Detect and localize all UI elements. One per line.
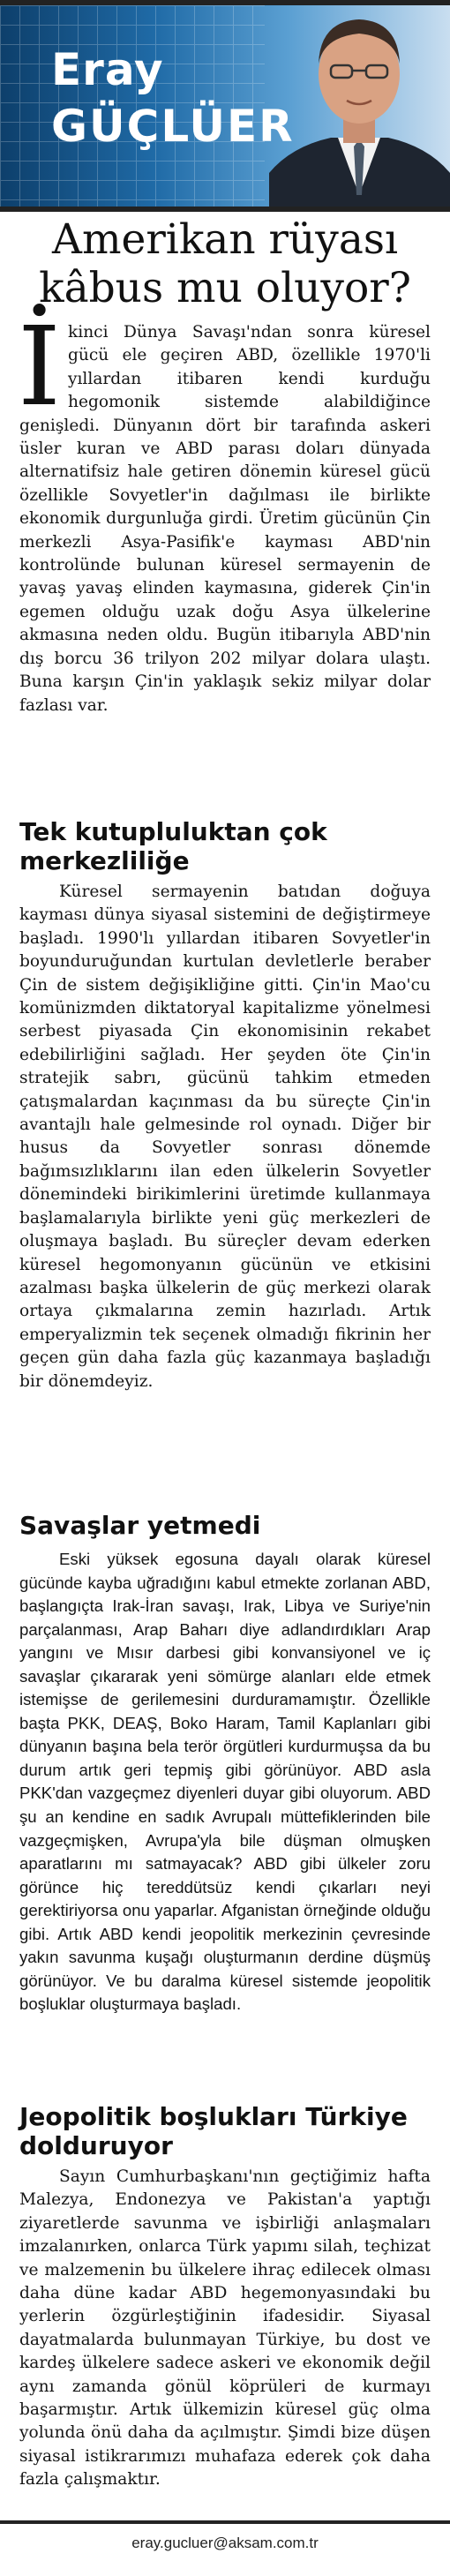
author-first-name: Eray bbox=[51, 44, 164, 95]
drop-cap: İ bbox=[18, 304, 61, 431]
author-portrait bbox=[269, 5, 450, 207]
section-3-text: Sayın Cumhurbaşkanı'nın geçtiğimiz hafta Malezya, Endonezya ve Pakistan'a yaptığı ziyaretlerde savunma ve işbirliği anlaşmaları imzalanırken, onlarca Türk yapımı silah, teçhizat ve malzemenin bu ülkelere ihraç edilecek olması daha düne kadar ABD hegemonyasındaki bu yerlerin özgürleştiğinin ifadesidir. Siyasal dayatmalarda bulunmayan Türkiye, bu dost ve kardeş ülkelere sadece askeri ve ekonomik değil aynı zamanda gönül köprüleri de kurmayı başarmıştır. Artık ülkemizin küresel güç olma yolunda önü daha da açılmıştır. Şimdi bize düşen siyasal istikrarımızı muhafaza ederek çok daha fazla çalışmaktır. bbox=[19, 2167, 431, 2490]
header-rule bbox=[0, 207, 450, 212]
article-headline: Amerikan rüyası kâbus mu oluyor? bbox=[39, 215, 411, 312]
section-3-title: Jeopolitik boşlukları Türkiye dolduruyor bbox=[19, 2102, 408, 2160]
author-header bbox=[0, 5, 450, 207]
intro-paragraph bbox=[18, 304, 431, 717]
intro-text: kinci Dünya Savaşı'ndan sonra küresel gücü ele geçiren ABD, özellikle 1970'li yıllardan itibaren kendi kurduğu hegomonik sistemde alabildiğince genişledi. Dünyanın dört bir tarafında askeri üsler kuran ve ABD parası doları dünyada alternatifsiz hale getiren dönemin küresel gücü özellikle Sovyetler'in dağılması ile birlikte ekonomik durgunluğa girdi. Üretim gücünün Çin merkezli Asya-Pasifik'e kayması ABD'nin kontrolünde bulunan küresel sermayenin de yavaş yavaş elinden kaymasına, giderek Çin'in egemen olduğu uzak doğu Asya ülkelerine akmasına neden oldu. Bugün itibarıyla ABD'nin dış borcu 36 trilyon 202 milyar dolara ulaştı. Buna karşın Çin'in yaklaşık sekiz milyar dolar fazlası var. bbox=[19, 323, 431, 715]
section-1-text: Küresel sermayenin batıdan doğuya kayması dünya siyasal sistemini de değiştirmeye başladı. 1990'lı yıllardan itibaren Sovyetler'in boyunduruğundan kurtulan devletlerle beraber Çin de sistem değişikliğine gitti. Çin'in Mao'cu komünizmden diktatoryal kapitalizme yönelmesi serbest piyasada Çin ekonomisinin rekabet edebilirliğini sağladı. Her şeyden öte Çin'in stratejik sabrı, gücünü tahkim etmeden çatışmalardan kaçınması da bu süreçte Çin'in avantajlı hale gelmesinde rol oynadı. Diğer bir husus da Sovyetler sonrası dönemde bağımsızlıklarını ilan eden ülkelerin Sovyetler dönemindeki birikimlerini üretimde kullanmaya başlamalarıyla birlikte yeni güç merkezleri de oluşmaya başladı. Bu süreçler devam ederken küresel hegomonyanın gücünün ve etkisini azalması başka ülkelerin de güç merkezi olarak ortaya çıkmalarına zemin hazırladı. Artık emperyalizmin tek seçenek olmadığı fikrinin her geçen gün daha fazla güç kazanmaya başladığı bir dönemdeyiz. bbox=[19, 882, 431, 1391]
section-2-text: Eski yüksek egosuna dayalı olarak küresel gücünde kayba uğradığını kabul etmekte zorlanan ABD, başlangıçta Irak-İran savaşı, Irak, Libya ve Suriye'nin parçalanması, Arap Baharı diye adlandırdıkları Arap yangını ve Mısır darbesi gibi konvansiyonel ve iç savaşlar çıkararak yeni sömürge alanları elde etmek istemişse de gerilemesini durduramamıştır. Özellikle başta PKK, DEAŞ, Boko Haram, Tamil Kaplanları gibi dünyanın başına bela terör örgütleri kurdurmuşsa da bu durum artık geri tepmiş gibi görünüyor. ABD asla PKK'dan vazgeçmez diyenleri duyar gibi oluyorum. ABD şu an kendine en sadık Avrupalı müttefiklerinden bile vazgeçmişken, Avrupa'yla bile düşman olmuşken aparatlarını mı satmayacak? ABD gibi ülkeler zoru görünce hiç tereddütsüz kendi çıkarları neyi gerektiriyorsa onu yaparlar. Afganistan örneğinde olduğu gibi. Artık ABD kendi jeopolitik merkezinin çevresinde yakın savunma kuşağı oluşturmanın derdine düşmüş görünüyor. Ve bu daralma küresel sistemde jeopolitik boşluklar oluşturmaya başladı. bbox=[19, 1550, 431, 2014]
author-last-name: GÜÇLÜER bbox=[51, 101, 295, 152]
section-2-title: Savaşlar yetmedi bbox=[19, 1511, 261, 1540]
section-1-title: Tek kutupluluktan çok merkezliliğe bbox=[19, 817, 327, 875]
author-email: eray.gucluer@aksam.com.tr bbox=[131, 2535, 319, 2551]
footer-rule bbox=[0, 2520, 450, 2524]
